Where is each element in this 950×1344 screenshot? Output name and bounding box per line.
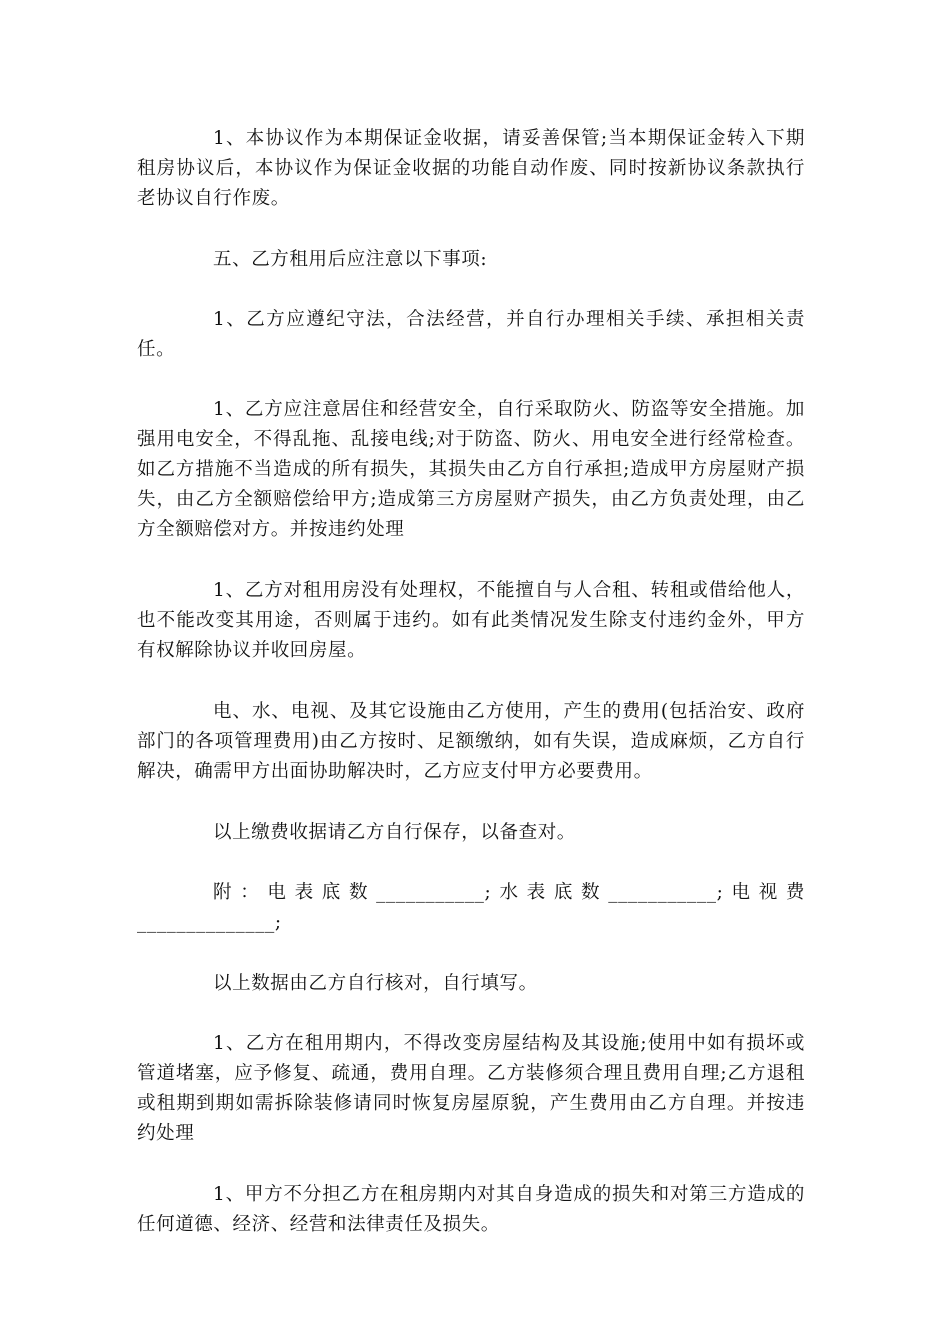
paragraph-utilities-fees: 电、水、电视、及其它设施由乙方使用，产生的费用(包括治安、政府部门的各项管理费用)由乙方按时、足额缴纳，如有失误，造成麻烦，乙方自行解决，确需甲方出面协助解决时，乙方应支付甲方必要费用。 xyxy=(137,701,805,782)
paragraph-self-check: 以上数据由乙方自行核对，自行填写。 xyxy=(213,973,538,994)
paragraph-deposit-receipt: 1、本协议作为本期保证金收据，请妥善保管;当本期保证金转入下期租房协议后，本协议作为保证金收据的功能自动作废、同时按新协议条款执行老协议自行作废。 xyxy=(137,128,805,209)
paragraph-keep-receipts: 以上缴费收据请乙方自行保存，以备查对。 xyxy=(213,822,576,843)
section-heading-tenant-notes: 五、乙方租用后应注意以下事项: xyxy=(213,249,488,270)
paragraph-liability: 1、甲方不分担乙方在租房期内对其自身造成的损失和对第三方造成的任何道德、经济、经营和法律责任及损失。 xyxy=(137,1184,805,1235)
paragraph-obey-law: 1、乙方应遵纪守法，合法经营，并自行办理相关手续、承担相关责任。 xyxy=(137,309,805,360)
paragraph-meter-readings: 附：电表底数___________;水表底数___________;电视费______________; xyxy=(137,882,805,933)
document-body xyxy=(137,124,805,1271)
paragraph-no-structure-change: 1、乙方在租用期内，不得改变房屋结构及其设施;使用中如有损坏或管道堵塞，应予修复、疏通，费用自理。乙方装修须合理且费用自理;乙方退租或租期到期如需拆除装修请同时恢复房屋原貌，产生费用由乙方自理。并按违约处理 xyxy=(137,1033,805,1144)
paragraph-safety: 1、乙方应注意居住和经营安全，自行采取防火、防盗等安全措施。加强用电安全，不得乱拖、乱接电线;对于防盗、防火、用电安全进行经常检查。如乙方措施不当造成的所有损失，其损失由乙方自行承担;造成甲方房屋财产损失，由乙方全额赔偿给甲方;造成第三方房屋财产损失，由乙方负责处理，由乙方全额赔偿对方。并按违约处理 xyxy=(137,399,805,540)
paragraph-no-sublet: 1、乙方对租用房没有处理权，不能擅自与人合租、转租或借给他人，也不能改变其用途，否则属于违约。如有此类情况发生除支付违约金外，甲方有权解除协议并收回房屋。 xyxy=(137,580,805,661)
